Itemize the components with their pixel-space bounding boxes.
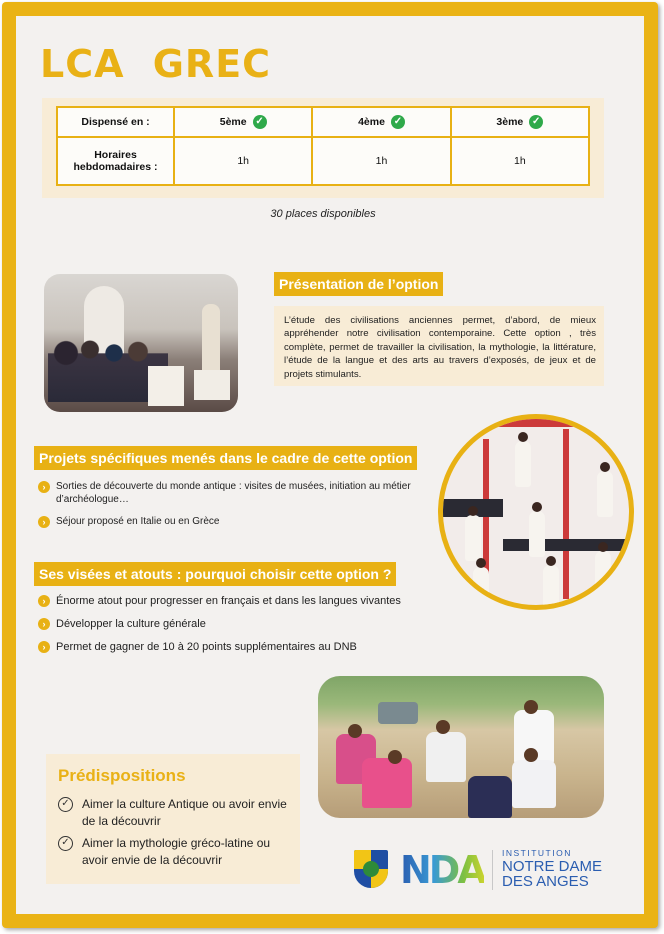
presentation-text: L’étude des civilisations anciennes permet, d’abord, de mieux appréhender notre civilisation contemporaine. Cette option , très complète, permet de travailler la civilisation, la mythologie, la littérature, l’étude de la langue et des arts au travers d’exposés, de jeux et de projets stimulants. [274,306,604,386]
grade-cell [312,107,450,137]
table-row [57,107,589,137]
presentation-heading: Présentation de l’option [274,272,443,296]
list-item-text: Énorme atout pour progresser en français et dans les langues vivantes [56,595,401,607]
logo-divider [492,850,493,890]
aims-list [38,594,438,663]
logo-name-line: NOTRE DAME [502,858,603,875]
check-circle-icon: ✓ [391,115,405,129]
places-available: 30 places disponibles [270,208,376,220]
list-item-text: Permet de gagner de 10 à 20 points supplémentaires au DNB [56,641,357,653]
row-label-hours: Horaires hebdomadaires : [57,137,174,185]
logo-acronym: NDA [400,848,484,892]
row-label-offered: Dispensé en : [57,107,174,137]
check-circle-outline-icon: ✓ [58,836,73,851]
list-item-text: Aimer la culture Antique ou avoir envie de la découvrir [82,797,287,828]
archaeology-dig-photo [318,676,604,818]
school-logo [354,846,634,896]
hours-cell: 1h [174,137,312,185]
logo-institution-label: INSTITUTION [502,848,572,858]
list-item-text: Sorties de découverte du monde antique : visites de musées, initiation au métier d’archéologue… [56,481,411,505]
page-title: LCA GREC [40,42,272,86]
costume-students-photo [438,414,634,610]
hours-cell: 1h [312,137,450,185]
table-row [57,137,589,185]
page-frame [2,2,658,928]
check-circle-icon: ✓ [529,115,543,129]
check-circle-icon: ✓ [253,115,267,129]
schedule-table [56,106,590,186]
grade-label: 5ème [219,115,247,128]
aims-heading: Ses visées et atouts : pourquoi choisir cette option ? [34,562,396,586]
projects-heading: Projets spécifiques menés dans le cadre de cette option [34,446,417,470]
grade-label: 3ème [496,115,524,128]
list-item [58,796,288,830]
page-content [16,16,644,914]
list-item [38,480,418,506]
predispositions-panel [46,754,300,884]
list-item [38,515,418,528]
list-item [38,594,438,608]
list-item-text: Aimer la mythologie gréco-latine ou avoir envie de la découvrir [82,836,271,867]
projects-list [38,480,418,537]
check-circle-outline-icon: ✓ [58,797,73,812]
museum-visit-photo [44,274,238,412]
chevron-right-circle-icon: › [38,481,50,493]
hours-cell: 1h [451,137,589,185]
chevron-right-circle-icon: › [38,641,50,653]
chevron-right-circle-icon: › [38,595,50,607]
list-item [38,640,438,654]
grade-cell [451,107,589,137]
predispositions-list [58,796,288,869]
coat-of-arms-icon [354,850,388,888]
grade-label: 4ème [358,115,385,128]
list-item-text: Séjour proposé en Italie ou en Grèce [56,516,220,527]
logo-school-name [502,859,602,889]
list-item [58,835,288,869]
list-item-text: Développer la culture générale [56,618,206,630]
chevron-right-circle-icon: › [38,516,50,528]
grade-cell [174,107,312,137]
list-item [38,617,438,631]
schedule-panel [42,98,604,198]
logo-name-line: DES ANGES [502,873,589,890]
chevron-right-circle-icon: › [38,618,50,630]
predispositions-heading: Prédispositions [58,766,186,785]
